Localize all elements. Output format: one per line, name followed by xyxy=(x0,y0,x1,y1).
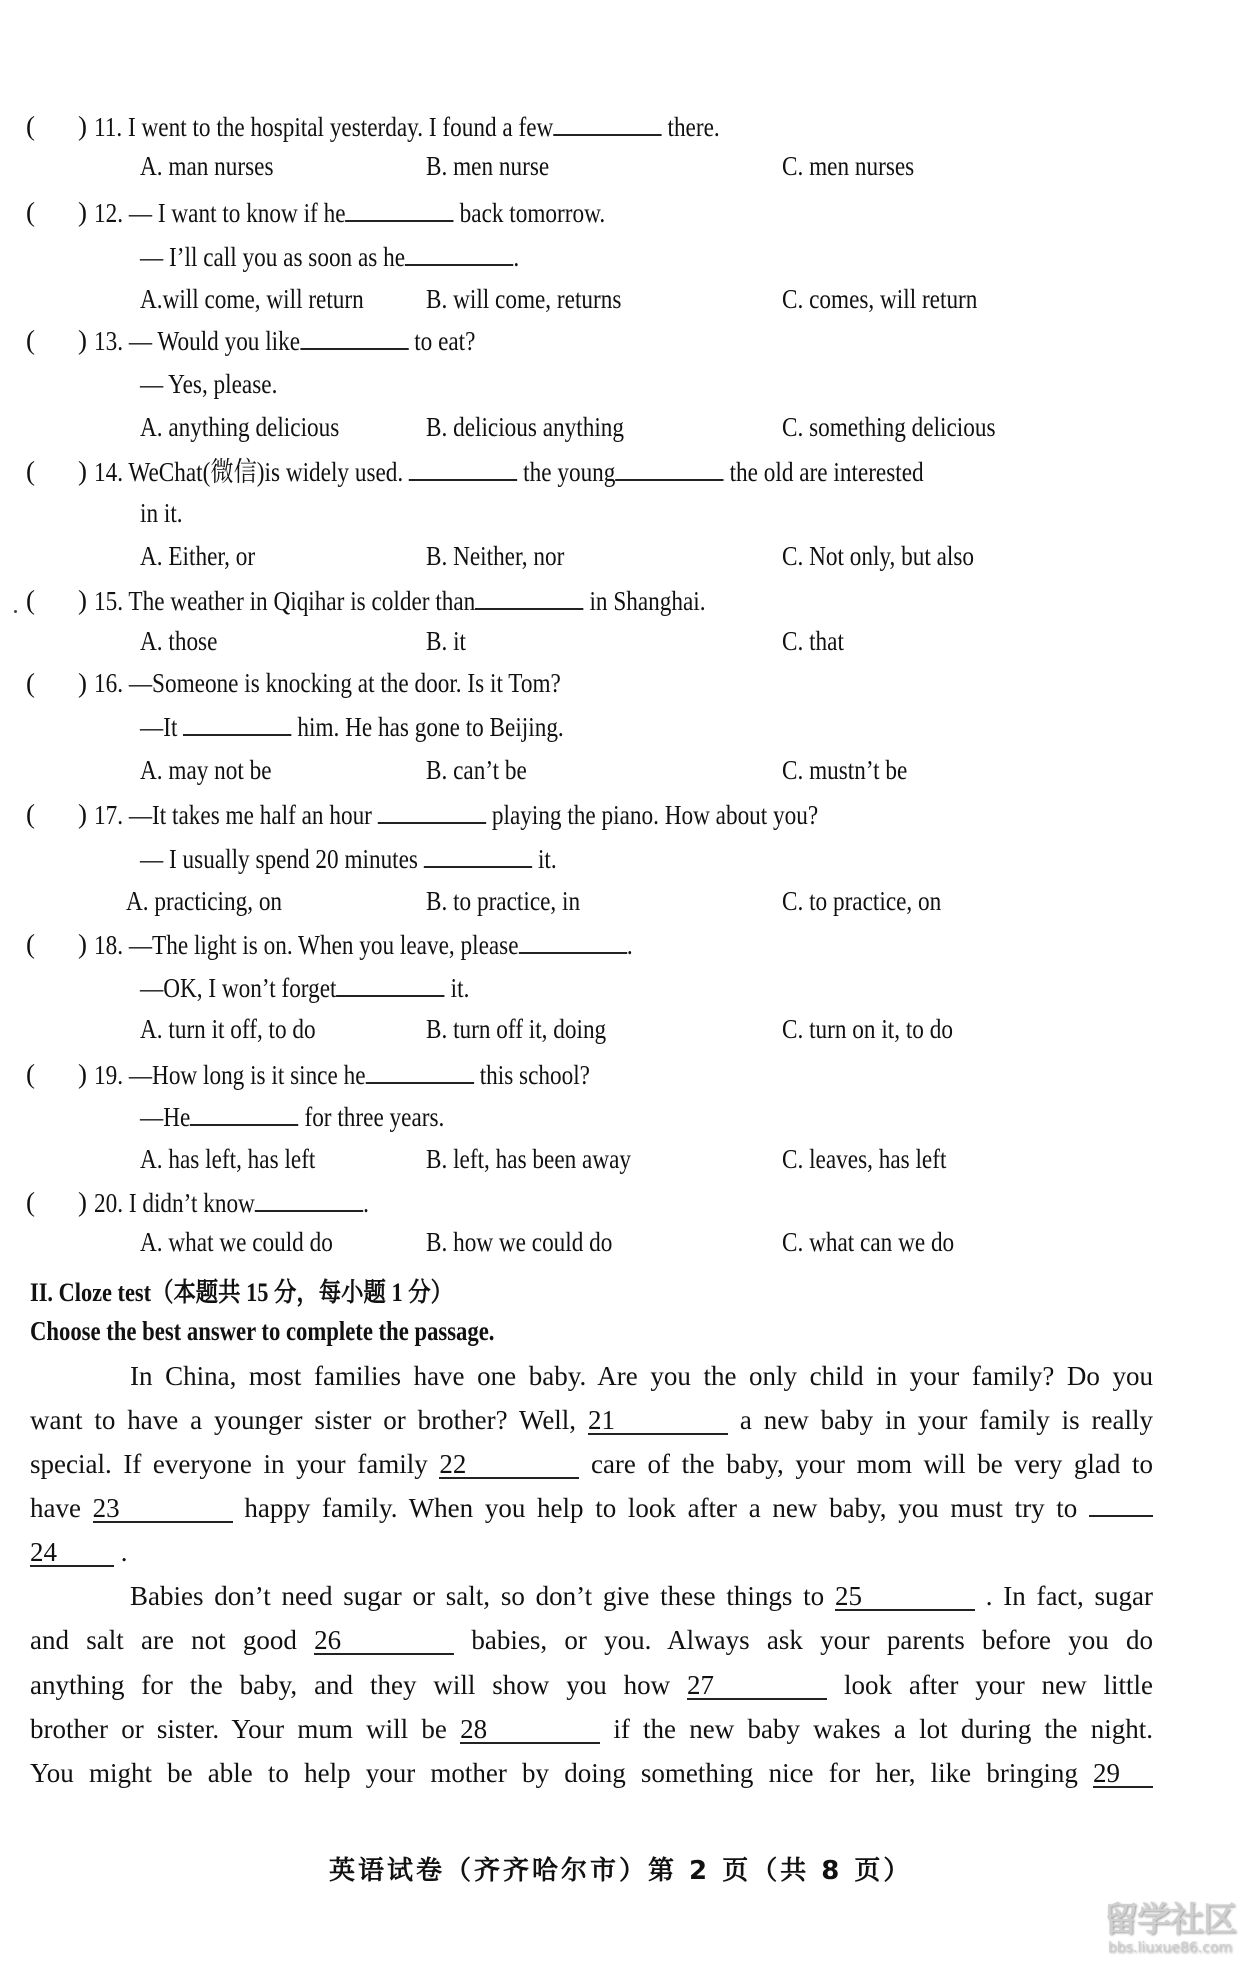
answer-bracket-open: ( xyxy=(26,456,35,486)
passage-line xyxy=(30,1536,1153,1568)
answer-blank[interactable] xyxy=(336,971,444,997)
question-number: 16. xyxy=(94,668,129,698)
question-line xyxy=(140,368,277,400)
cloze-blank-25[interactable]: 25 xyxy=(835,1583,975,1611)
answer-blank[interactable] xyxy=(255,1186,363,1212)
answer-slot-14[interactable] xyxy=(44,455,74,487)
passage-text: if the new baby wakes a lot during the night. xyxy=(613,1714,1154,1744)
option-a[interactable]: A.will come, will return xyxy=(140,284,364,314)
question-text: playing the piano. How about you? xyxy=(486,800,819,830)
question-text: in Shanghai. xyxy=(583,586,706,616)
question-stem xyxy=(94,1058,590,1091)
question-text: it. xyxy=(444,973,470,1003)
question-text: —It xyxy=(140,712,184,742)
option-b[interactable]: B. to practice, in xyxy=(426,886,581,916)
passage-line xyxy=(30,1713,1153,1745)
cloze-blank-29[interactable]: 29 xyxy=(1093,1760,1153,1788)
option-b[interactable]: B. men nurse xyxy=(426,151,550,181)
option-a[interactable]: A. has left, has left xyxy=(140,1144,316,1174)
cloze-blank-28[interactable]: 28 xyxy=(460,1716,600,1744)
option-b[interactable]: B. Neither, nor xyxy=(426,541,565,571)
question-stem xyxy=(94,584,706,617)
question-stem xyxy=(94,455,924,488)
question-stem xyxy=(94,928,633,961)
answer-slot-18[interactable] xyxy=(44,928,74,960)
question-text: —OK, I won’t forget xyxy=(140,973,337,1003)
question-text: —How long is it since he xyxy=(128,1060,366,1090)
option-a[interactable]: A. practicing, on xyxy=(126,886,283,916)
question-stem xyxy=(94,196,605,229)
answer-bracket-close: ) xyxy=(78,1059,87,1089)
passage-line xyxy=(130,1580,1153,1612)
option-a[interactable]: A. what we could do xyxy=(140,1227,333,1257)
option-c[interactable]: C. what can we do xyxy=(782,1227,955,1257)
section-title: II. Cloze test（本题共 15 分，每小题 1 分） xyxy=(30,1278,453,1307)
question-text: — I usually spend 20 minutes xyxy=(140,844,424,874)
question-number: 18. xyxy=(94,930,129,960)
answer-blank[interactable] xyxy=(519,928,627,954)
question-text: it. xyxy=(532,844,557,874)
question-text: back tomorrow. xyxy=(453,198,606,228)
question-stem xyxy=(94,667,561,699)
question-stem xyxy=(94,110,720,143)
passage-text: a new baby in your family is really xyxy=(739,1405,1154,1435)
answer-bracket-close: ) xyxy=(78,668,87,698)
answer-bracket-open: ( xyxy=(26,929,35,959)
question-text: to eat? xyxy=(408,326,476,356)
question-text: —He xyxy=(140,1102,191,1132)
answer-bracket-close: ) xyxy=(78,456,87,486)
answer-bracket-close: ) xyxy=(78,799,87,829)
passage-text: happy family. When you help to look after a new baby, you must try to xyxy=(244,1493,1078,1523)
answer-bracket-open: ( xyxy=(26,111,35,141)
passage-text: care of the baby, your mom will be very glad to xyxy=(590,1449,1154,1479)
answer-bracket-open: ( xyxy=(26,668,35,698)
passage-line xyxy=(30,1669,1153,1701)
cloze-blank-27[interactable]: 27 xyxy=(687,1672,827,1700)
passage-text: . In fact, sugar xyxy=(985,1581,1154,1611)
passage-text: brother or sister. Your mum will be xyxy=(30,1714,447,1744)
question-text: —The light is on. When you leave, please xyxy=(128,930,519,960)
passage-line xyxy=(30,1404,1153,1436)
option-c[interactable]: C. Not only, but also xyxy=(782,541,975,571)
answer-bracket-close: ) xyxy=(78,585,87,615)
answer-bracket-close: ) xyxy=(78,197,87,227)
option-b[interactable]: B. left, has been away xyxy=(426,1144,632,1174)
answer-bracket-open: ( xyxy=(26,325,35,355)
question-number: 12. xyxy=(94,198,129,228)
cloze-blank-26[interactable]: 26 xyxy=(314,1627,454,1655)
page-footer: 英语试卷（齐齐哈尔市）第 2 页（共 8 页） xyxy=(329,1856,913,1886)
passage-text: Babies don’t need sugar or salt, so don’t give these things to xyxy=(130,1581,825,1611)
option-c[interactable]: C. leaves, has left xyxy=(782,1144,947,1174)
answer-slot-12[interactable] xyxy=(44,196,74,228)
option-a[interactable]: A. man nurses xyxy=(140,151,274,181)
question-text: the young xyxy=(517,457,616,487)
question-text: in it. xyxy=(140,498,183,528)
question-line xyxy=(140,497,183,529)
question-text: —Someone is knocking at the door. Is it Tom? xyxy=(128,668,561,698)
option-a[interactable]: A. turn it off, to do xyxy=(140,1014,316,1044)
option-b[interactable]: B. can’t be xyxy=(426,755,527,785)
question-line xyxy=(140,842,557,875)
question-number: 20. xyxy=(94,1188,129,1218)
passage-line xyxy=(30,1448,1153,1480)
question-text: . xyxy=(363,1188,369,1218)
option-b[interactable]: B. how we could do xyxy=(426,1227,613,1257)
passage-text: You might be able to help your mother by doing something nice for her, like bringing xyxy=(30,1758,1078,1788)
question-text: this school? xyxy=(473,1060,590,1090)
question-text: —It takes me half an hour xyxy=(128,800,378,830)
option-c[interactable]: C. comes, will return xyxy=(782,284,978,314)
question-text: I went to the hospital yesterday. I found a few xyxy=(127,112,554,142)
answer-blank[interactable] xyxy=(553,110,661,136)
scan-speck xyxy=(14,610,17,613)
question-text: there. xyxy=(661,112,720,142)
answer-blank[interactable] xyxy=(183,710,291,736)
question-text: him. He has gone to Beijing. xyxy=(291,712,564,742)
passage-text: special. If everyone in your family xyxy=(30,1449,428,1479)
answer-blank[interactable] xyxy=(615,455,723,481)
passage-line xyxy=(130,1360,1153,1392)
answer-slot-13[interactable] xyxy=(44,324,74,356)
answer-bracket-open: ( xyxy=(26,799,35,829)
answer-bracket-close: ) xyxy=(78,929,87,959)
question-line xyxy=(140,710,564,743)
watermark-title: 留学社区 xyxy=(1104,1900,1236,1940)
answer-slot-20[interactable] xyxy=(44,1186,74,1218)
cloze-blank-cont[interactable] xyxy=(1089,1515,1153,1517)
answer-bracket-close: ) xyxy=(78,1187,87,1217)
option-c[interactable]: C. mustn’t be xyxy=(782,755,908,785)
answer-slot-11[interactable] xyxy=(44,110,74,142)
answer-blank[interactable] xyxy=(346,196,454,222)
passage-text: anything for the baby, and they will show you how xyxy=(30,1670,671,1700)
answer-bracket-open: ( xyxy=(26,197,35,227)
answer-blank[interactable] xyxy=(424,842,532,868)
section-instruction: Choose the best answer to complete the passage. xyxy=(30,1316,495,1346)
answer-blank[interactable] xyxy=(475,584,583,610)
option-c[interactable]: C. to practice, on xyxy=(782,886,942,916)
question-text: WeChat(微信)is widely used. xyxy=(128,457,410,487)
option-c[interactable]: C. something delicious xyxy=(782,412,996,442)
answer-slot-16[interactable] xyxy=(44,667,74,699)
question-text: . xyxy=(513,242,520,272)
question-text: . xyxy=(626,930,633,960)
passage-line xyxy=(30,1757,1153,1789)
answer-blank[interactable] xyxy=(366,1058,474,1084)
option-c[interactable]: C. turn on it, to do xyxy=(782,1014,953,1044)
question-text: — I want to know if he xyxy=(128,198,346,228)
answer-bracket-close: ) xyxy=(78,111,87,141)
option-a[interactable]: A. may not be xyxy=(140,755,272,785)
passage-line xyxy=(30,1492,1153,1524)
passage-text: In China, most families have one baby. Are you the only child in your family? Do you xyxy=(130,1361,1153,1391)
answer-bracket-close: ) xyxy=(78,325,87,355)
option-b[interactable]: B. it xyxy=(426,626,467,656)
watermark-logo xyxy=(1092,1900,1248,1966)
question-text: The weather in Qiqihar is colder than xyxy=(128,586,476,616)
question-text: — I’ll call you as soon as he xyxy=(140,242,406,272)
question-stem xyxy=(94,324,475,357)
cloze-blank-21[interactable]: 21 xyxy=(588,1407,728,1435)
option-a[interactable]: A. Either, or xyxy=(140,541,256,571)
answer-slot-17[interactable] xyxy=(44,798,74,830)
question-stem xyxy=(94,798,818,831)
option-a[interactable]: A. anything delicious xyxy=(140,412,340,442)
cloze-blank-23[interactable]: 23 xyxy=(93,1495,233,1523)
question-text: — Would you like xyxy=(128,326,301,356)
watermark-url: bbs.liuxue86.com xyxy=(1107,1940,1233,1956)
question-text: for three years. xyxy=(298,1102,445,1132)
answer-blank[interactable] xyxy=(409,455,517,481)
answer-bracket-open: ( xyxy=(26,1187,35,1217)
question-text: — Yes, please. xyxy=(140,369,278,399)
question-line xyxy=(140,971,469,1004)
option-c[interactable]: C. that xyxy=(782,626,844,656)
answer-slot-19[interactable] xyxy=(44,1058,74,1090)
question-number: 17. xyxy=(94,800,129,830)
question-text: I didn’t know xyxy=(128,1188,255,1218)
passage-text: babies, or you. Always ask your parents before you do xyxy=(471,1625,1153,1655)
answer-bracket-open: ( xyxy=(26,1059,35,1089)
question-number: 14. xyxy=(94,457,129,487)
passage-text: . xyxy=(120,1537,128,1567)
passage-text: and salt are not good xyxy=(30,1625,297,1655)
passage-text: look after your new little xyxy=(843,1670,1154,1700)
answer-blank[interactable] xyxy=(378,798,486,824)
question-number: 13. xyxy=(94,326,129,356)
passage-text: have xyxy=(30,1493,81,1523)
question-number: 15. xyxy=(94,586,129,616)
question-text: the old are interested xyxy=(723,457,924,487)
option-b[interactable]: B. turn off it, doing xyxy=(426,1014,607,1044)
cloze-blank-22[interactable]: 22 xyxy=(439,1451,579,1479)
question-line xyxy=(140,240,519,273)
passage-line xyxy=(30,1624,1153,1656)
question-line xyxy=(140,1100,444,1133)
question-number: 11. xyxy=(94,112,128,142)
answer-blank[interactable] xyxy=(300,324,408,350)
answer-blank[interactable] xyxy=(405,240,513,266)
answer-bracket-open: ( xyxy=(26,585,35,615)
question-stem xyxy=(94,1186,369,1219)
answer-slot-15[interactable] xyxy=(44,584,74,616)
cloze-blank-24[interactable]: 24 xyxy=(30,1539,114,1567)
option-a[interactable]: A. those xyxy=(140,626,218,656)
answer-blank[interactable] xyxy=(190,1100,298,1126)
question-number: 19. xyxy=(94,1060,129,1090)
option-c[interactable]: C. men nurses xyxy=(782,151,915,181)
option-b[interactable]: B. delicious anything xyxy=(426,412,625,442)
passage-text: want to have a younger sister or brother? Well, xyxy=(30,1405,577,1435)
option-b[interactable]: B. will come, returns xyxy=(426,284,622,314)
